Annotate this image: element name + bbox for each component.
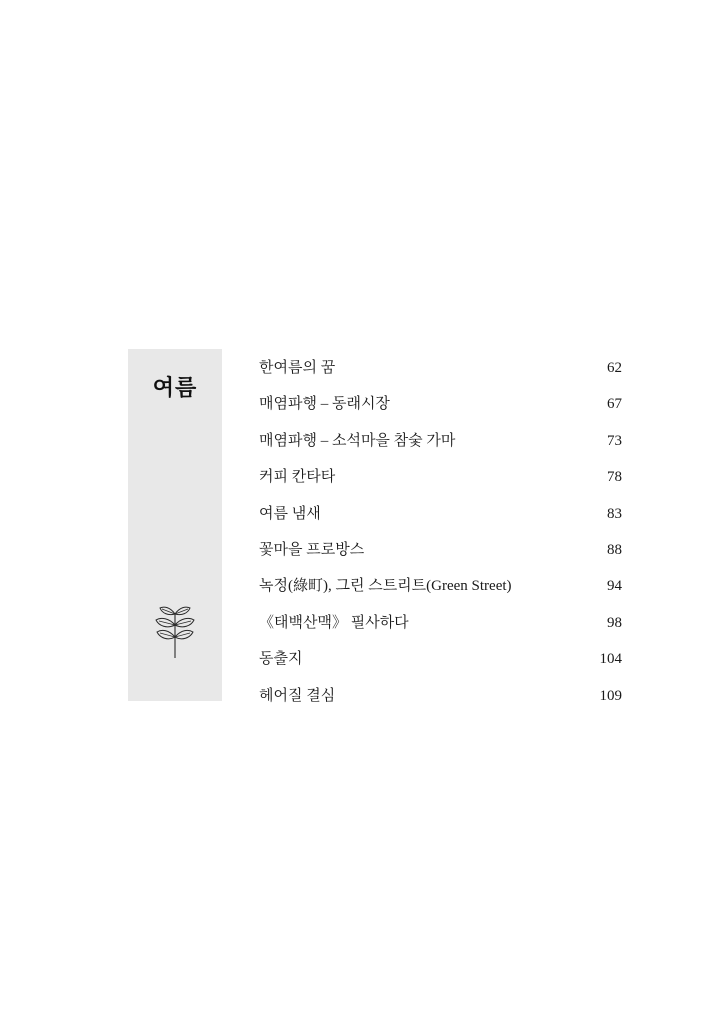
toc-entry-page: 109 (599, 687, 622, 704)
toc-entry-title: 동출지 (259, 651, 303, 668)
table-of-contents (128, 349, 622, 720)
toc-entry-page: 73 (607, 432, 622, 449)
toc-entry-title: 여름 냄새 (259, 505, 321, 522)
toc-entry[interactable] (259, 611, 622, 647)
toc-entry-page: 62 (607, 360, 622, 376)
toc-entry[interactable] (259, 684, 622, 720)
toc-entry[interactable] (259, 429, 622, 465)
toc-entry-page: 78 (607, 469, 622, 486)
toc-entry-title: 커피 칸타타 (259, 469, 336, 486)
leaf-sprig-icon (128, 601, 222, 659)
toc-entry-list (222, 349, 622, 720)
toc-entry-page: 67 (607, 396, 622, 413)
toc-entry[interactable] (259, 392, 622, 428)
toc-entry-title: 매염파행 – 동래시장 (259, 396, 390, 413)
toc-entry[interactable] (259, 538, 622, 574)
season-label: 여름 (152, 375, 198, 400)
toc-entry-page: 104 (599, 651, 622, 668)
toc-entry-title: 꽃마을 프로방스 (259, 541, 365, 558)
toc-entry-page: 94 (607, 578, 622, 595)
toc-entry-page: 98 (607, 614, 622, 631)
toc-entry-title: 녹정(綠町), 그린 스트리트(Green Street) (259, 578, 512, 595)
toc-entry[interactable] (259, 465, 622, 501)
toc-entry[interactable] (259, 502, 622, 538)
toc-entry[interactable] (259, 574, 622, 610)
toc-entry-title: 매염파행 – 소석마을 참숯 가마 (259, 432, 456, 449)
toc-entry-title: 한여름의 꿈 (259, 360, 336, 376)
season-panel (128, 349, 222, 701)
toc-entry-title: 《태백산맥》 필사하다 (259, 614, 409, 631)
toc-entry-title: 헤어질 결심 (259, 687, 336, 704)
toc-entry-page: 88 (607, 541, 622, 558)
toc-entry[interactable] (259, 647, 622, 683)
toc-entry[interactable] (259, 356, 622, 392)
toc-entry-page: 83 (607, 505, 622, 522)
